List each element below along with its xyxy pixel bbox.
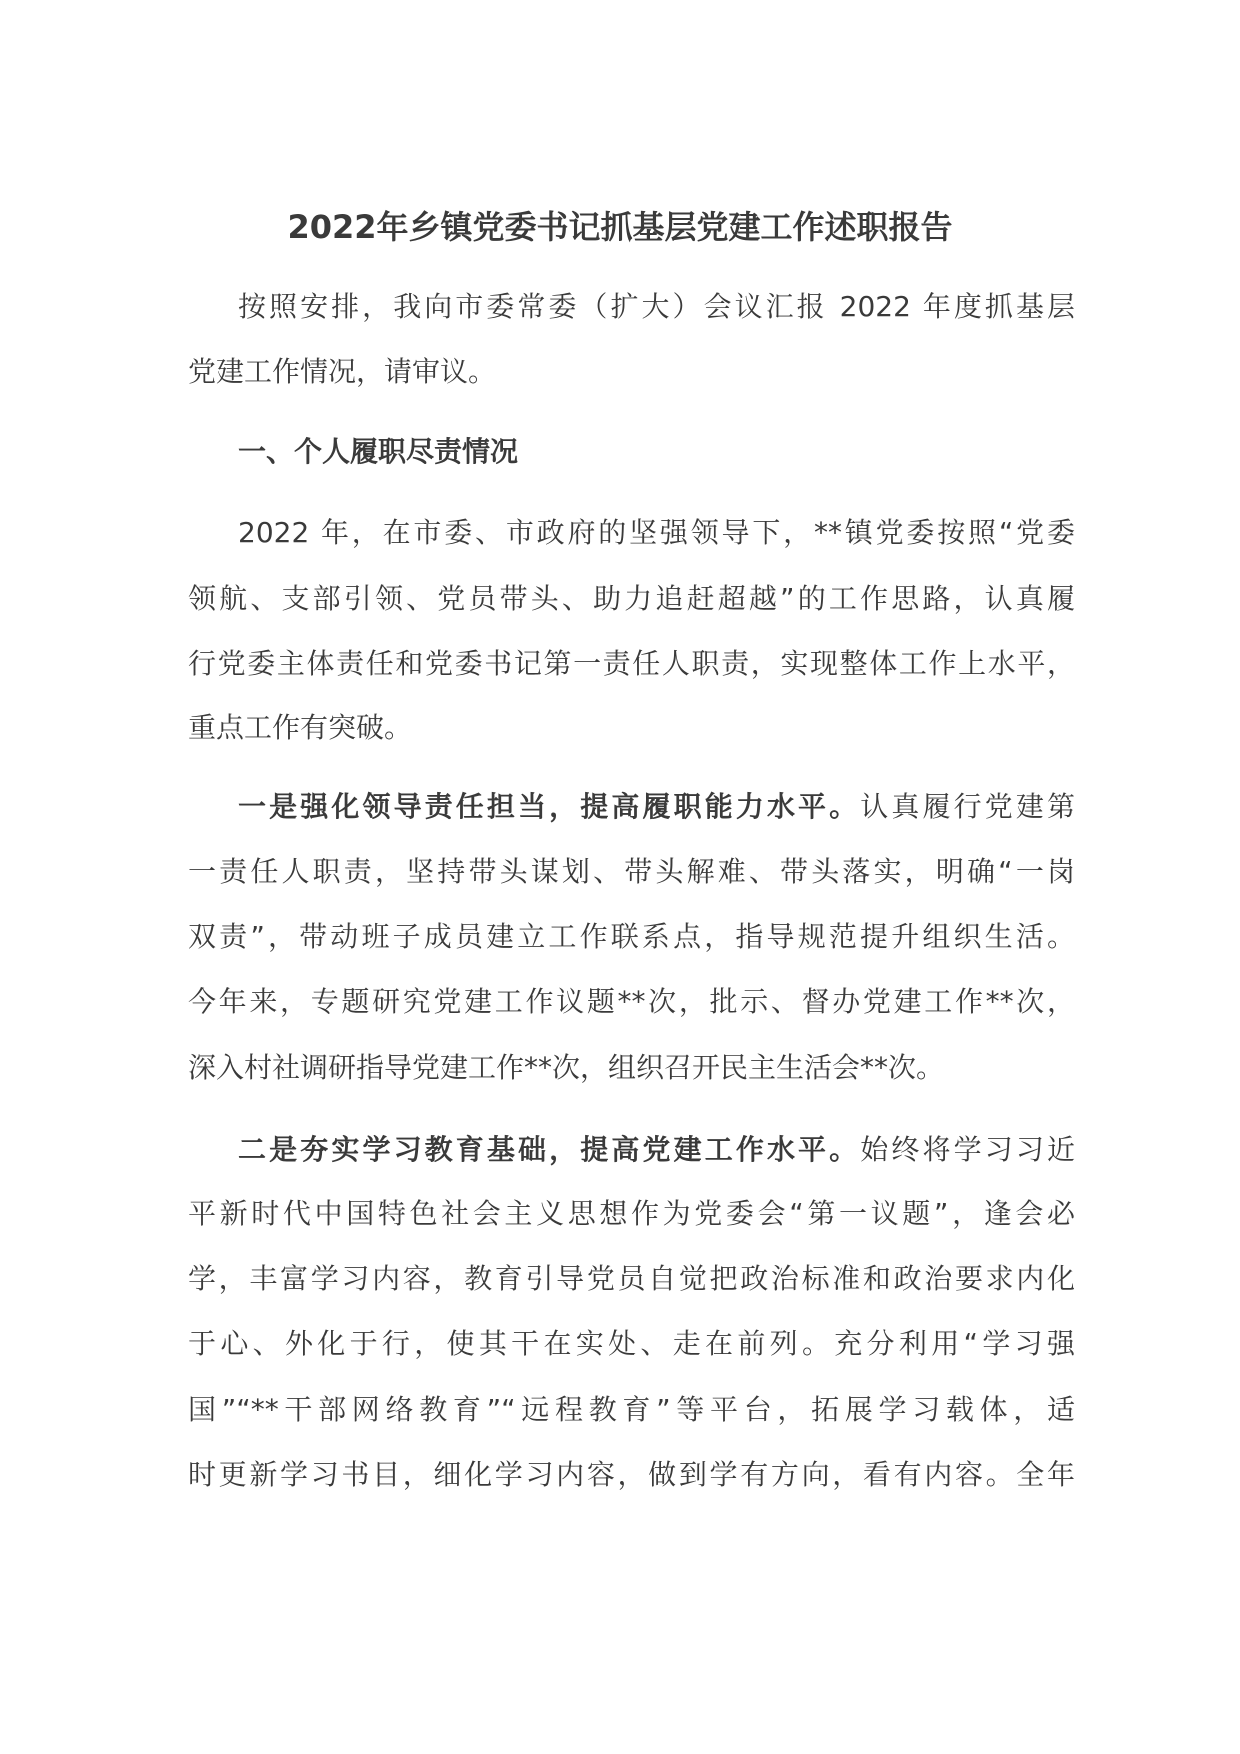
paragraph-line: 深入村社调研指导党建工作**次，组织召开民主生活会**次。: [188, 1051, 945, 1084]
paragraph-line: 今年来，专题研究党建工作议题**次，批示、督办党建工作**次，: [188, 985, 1075, 1018]
paragraph-line: 重点工作有突破。: [188, 711, 413, 744]
section-heading: 一、个人履职尽责情况: [238, 435, 519, 468]
document-title: 2022年乡镇党委书记抓基层党建工作述职报告: [287, 208, 953, 246]
point-heading: 二是夯实学习教育基础，提高党建工作水平。: [238, 1133, 861, 1166]
paragraph-line: 于心、外化于行，使其干在实处、走在前列。充分利用“学习强: [188, 1327, 1075, 1360]
point-heading: 一是强化领导责任担当，提高履职能力水平。: [238, 790, 861, 823]
paragraph-line: 双责”，带动班子成员建立工作联系点，指导规范提升组织生活。: [188, 920, 1075, 953]
paragraph-line: 一是强化领导责任担当，提高履职能力水平。认真履行党建第: [238, 790, 1075, 823]
intro-line: 按照安排，我向市委常委（扩大）会议汇报 2022 年度抓基层: [238, 290, 1075, 323]
paragraph-line: 行党委主体责任和党委书记第一责任人职责，实现整体工作上水平，: [188, 647, 1075, 680]
intro-line: 党建工作情况，请审议。: [188, 355, 497, 388]
paragraph-line: 国”“**干部网络教育”“远程教育”等平台，拓展学习载体，适: [188, 1393, 1075, 1426]
paragraph-line: 二是夯实学习教育基础，提高党建工作水平。始终将学习习近: [238, 1133, 1075, 1166]
paragraph-line: 一责任人职责，坚持带头谋划、带头解难、带头落实，明确“一岗: [188, 855, 1075, 888]
paragraph-line: 时更新学习书目，细化学习内容，做到学有方向，看有内容。全年: [188, 1458, 1075, 1491]
paragraph-line: 领航、支部引领、党员带头、助力追赶超越”的工作思路，认真履: [188, 582, 1075, 615]
paragraph-line: 2022 年，在市委、市政府的坚强领导下，**镇党委按照“党委: [238, 516, 1075, 549]
paragraph-line: 学，丰富学习内容，教育引导党员自觉把政治标准和政治要求内化: [188, 1262, 1075, 1295]
paragraph-line: 平新时代中国特色社会主义思想作为党委会“第一议题”，逢会必: [188, 1197, 1075, 1230]
